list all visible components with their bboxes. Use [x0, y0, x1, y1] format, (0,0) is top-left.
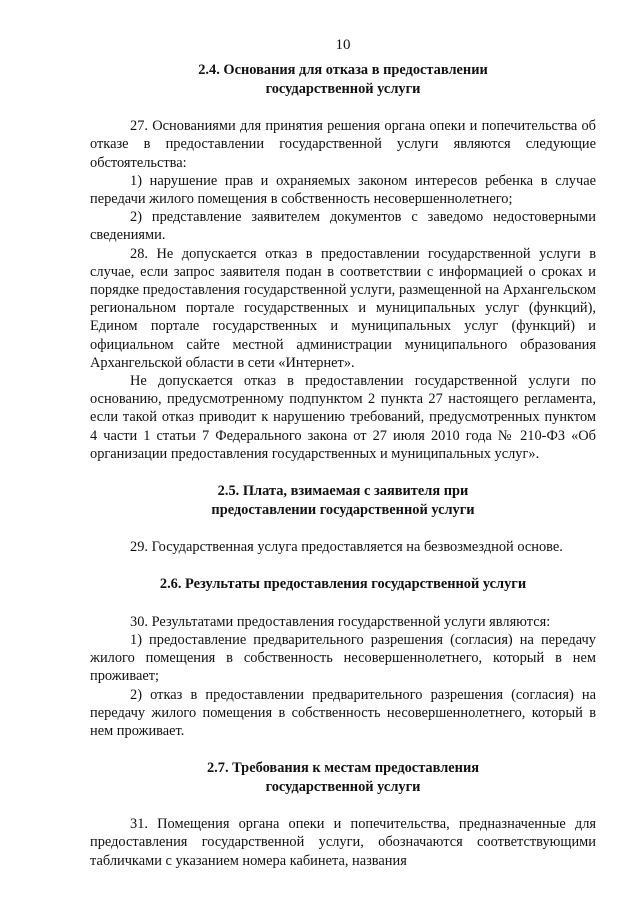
paragraph-27-item-2: 2) представление заявителем документов с заведомо недостоверными сведениями. [90, 209, 596, 244]
paragraph-27-item-1: 1) нарушение прав и охраняемых законом интересов ребенка в случае передачи жилого помещения в собственность несовершеннолетнего; [90, 172, 596, 208]
section-heading-2-6 [90, 575, 596, 594]
paragraph-27: 27. Основаниями для принятия решения органа опеки и попечительства об отказе в предоставлении государственной услуги являются следующие обстоятельства: [90, 118, 596, 171]
paragraph-30-item-2: 2) отказ в предоставлении предварительного разрешения (согласия) на передачу жилого помещения в собственность несовершеннолетнего, который в нем проживает. [90, 686, 596, 739]
paragraph-29: 29. Государственная услуга предоставляется на безвозмездной основе. [130, 539, 563, 556]
paragraph-31: 31. Помещения органа опеки и попечительства, предназначенные для предоставления государственной услуги, обозначаются соответствующими табличками с указанием номера кабинета, названия [90, 816, 596, 869]
section-heading-2-5 [90, 482, 596, 519]
paragraph-28-continuation: Не допускается отказ в предоставлении государственной услуги по основанию, предусмотренному подпунктом 2 пункта 27 настоящего регламента, если такой отказ приводит к нарушению требований, предусмотренных пунктом 4 части 1 статьи 7 Федерального закона от 27 июля 2010 года № 210-ФЗ «Об организации предоставления государственных и муниципальных услуг». [90, 373, 596, 462]
section-heading-2-4 [90, 61, 596, 98]
document-page [90, 36, 596, 870]
heading-line: 2.5. Плата, взимаемая с заявителя при [217, 483, 469, 500]
heading-line: государственной услуги [265, 778, 421, 795]
heading-line: предоставлении государственной услуги [211, 501, 475, 518]
paragraph-28: 28. Не допускается отказ в предоставлении государственной услуги в случае, если запрос заявителя подан в соответствии с информацией о сроках и порядке предоставления государственной услуги, размещенной на Архангельском региональном портале государственных и муниципальных услуг (функций), Едином портале государственных и муниципальных услуг (функций) и официальном сайте местной администрации муниципального образования Архангельской области в сети «Интернет». [90, 245, 596, 371]
heading-line: государственной услуги [265, 80, 421, 97]
heading-line: 2.4. Основания для отказа в предоставлении [198, 62, 488, 79]
paragraph-30: 30. Результатами предоставления государственной услуги являются: [130, 613, 551, 630]
heading-line: 2.6. Результаты предоставления государственной услуги [159, 576, 527, 593]
page-number: 10 [335, 37, 351, 53]
heading-line: 2.7. Требования к местам предоставления [206, 760, 480, 777]
paragraph-30-item-1: 1) предоставление предварительного разрешения (согласия) на передачу жилого помещения в собственность несовершеннолетнего, который в нем проживает; [90, 631, 596, 685]
section-heading-2-7 [90, 759, 596, 796]
